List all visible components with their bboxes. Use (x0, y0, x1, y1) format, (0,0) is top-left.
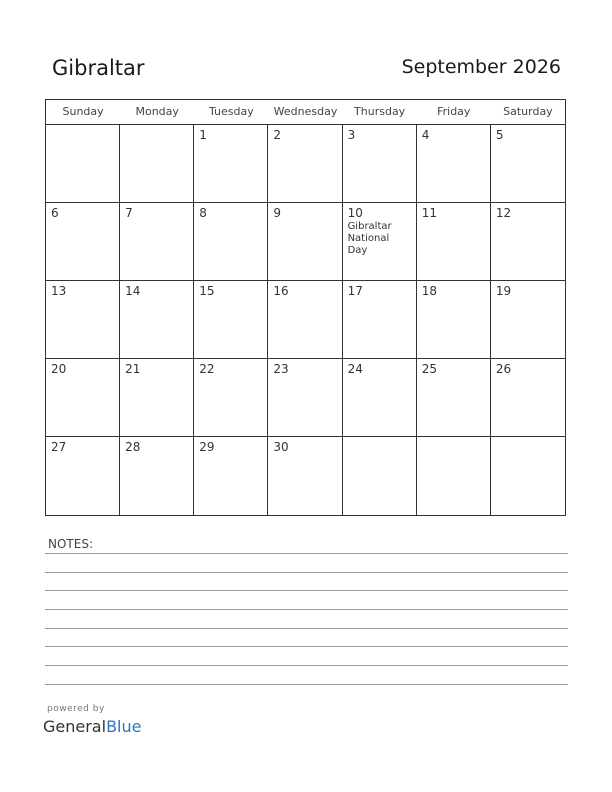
day-cell (268, 125, 342, 203)
day-cell (120, 125, 194, 203)
day-cell (46, 203, 120, 281)
brand-general: General (43, 717, 107, 736)
day-cell (194, 437, 268, 515)
weekday-label: Wednesday (273, 105, 338, 118)
day-number: 17 (347, 284, 363, 298)
day-number: 8 (199, 206, 207, 220)
notes-line (45, 609, 568, 610)
day-number: 11 (421, 206, 437, 220)
day-number: 15 (199, 284, 215, 298)
day-number: 5 (495, 128, 504, 142)
day-cell (491, 203, 565, 281)
day-cell (268, 359, 342, 437)
day-number: 16 (273, 284, 289, 298)
weeks-body (46, 125, 565, 515)
day-cell (46, 125, 120, 203)
day-cell (343, 203, 417, 281)
day-cell (194, 281, 268, 359)
day-cell (417, 437, 491, 515)
day-cell (491, 359, 565, 437)
day-number: 10 (347, 206, 363, 220)
day-cell (268, 281, 342, 359)
day-cell (268, 437, 342, 515)
day-number: 7 (125, 206, 133, 220)
day-cell (120, 437, 194, 515)
day-cell (120, 203, 194, 281)
day-number: 19 (495, 284, 512, 298)
calendar-grid (45, 99, 566, 516)
day-number: 18 (421, 284, 437, 298)
notes-line (45, 628, 568, 629)
month-title: September 2026 (401, 56, 561, 78)
day-cell (491, 125, 565, 203)
notes-line (45, 553, 568, 554)
brand-logo (43, 717, 141, 736)
day-number: 21 (125, 362, 141, 376)
weekday-label: Thursday (354, 105, 406, 118)
day-number: 6 (51, 206, 59, 220)
weekday-label: Saturday (503, 105, 553, 118)
day-cell (194, 125, 268, 203)
day-cell (417, 203, 491, 281)
day-cell (120, 359, 194, 437)
day-cell (46, 359, 120, 437)
day-number: 30 (273, 440, 289, 454)
day-cell (343, 437, 417, 515)
day-cell (343, 125, 417, 203)
day-number: 27 (51, 440, 67, 454)
day-cell (491, 437, 565, 515)
day-cell (417, 281, 491, 359)
day-number: 23 (273, 362, 289, 376)
day-cell (46, 281, 120, 359)
day-number: 9 (273, 206, 282, 220)
day-cell (417, 359, 491, 437)
day-number: 4 (421, 128, 430, 142)
day-number: 13 (51, 284, 67, 298)
day-number: 14 (125, 284, 141, 298)
day-number: 24 (347, 362, 363, 376)
day-cell (46, 437, 120, 515)
day-number: 29 (199, 440, 215, 454)
day-cell (194, 359, 268, 437)
powered-by-label: powered by (47, 704, 105, 714)
holiday-label: Gibraltar National Day (347, 221, 392, 256)
notes-line (45, 646, 568, 647)
weekday-label: Monday (135, 105, 179, 118)
day-cell (268, 203, 342, 281)
notes-line (45, 665, 568, 666)
region-title: Gibraltar (52, 56, 145, 80)
weekday-header (46, 100, 565, 125)
notes-line (45, 590, 568, 591)
day-number: 3 (347, 128, 356, 142)
day-number: 25 (421, 362, 437, 376)
brand-blue: Blue (106, 717, 142, 736)
day-cell (120, 281, 194, 359)
notes-line (45, 684, 568, 685)
day-number: 28 (125, 440, 141, 454)
day-cell (194, 203, 268, 281)
notes-label: NOTES: (48, 537, 93, 551)
day-number: 22 (199, 362, 215, 376)
day-number: 20 (51, 362, 67, 376)
weekday-label: Tuesday (208, 105, 254, 118)
weekday-label: Friday (437, 105, 471, 118)
day-number: 26 (495, 362, 512, 376)
day-number: 12 (495, 206, 512, 220)
day-cell (417, 125, 491, 203)
day-number: 2 (273, 128, 282, 142)
day-cell (491, 281, 565, 359)
weekday-label: Sunday (62, 105, 104, 118)
day-cell (343, 281, 417, 359)
notes-line (45, 572, 568, 573)
day-cell (343, 359, 417, 437)
day-number: 1 (199, 128, 207, 142)
